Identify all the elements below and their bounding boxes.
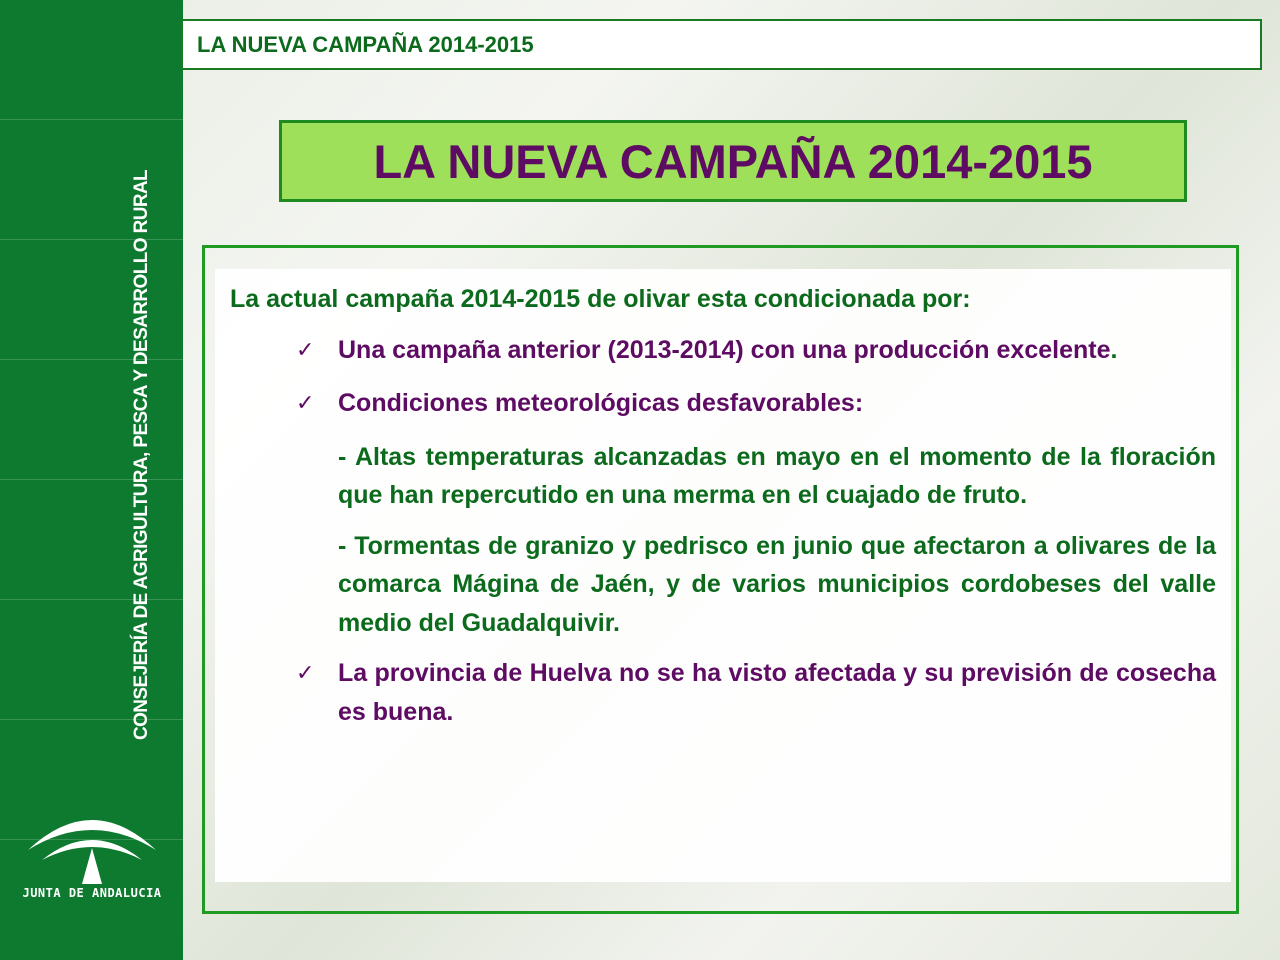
bullet-text: Condiciones meteorológicas desfavorables: [338,389,864,417]
bullet-text: La provincia de Huelva no se ha visto afectada y su previsión de cosecha es buena. [338,659,1216,726]
check-icon: ✓ [296,390,315,415]
logo-arcs-icon [22,810,162,886]
divider [0,119,183,120]
department-name: CONSEJERÍA DE AGRIGULTURA, PESCA Y DESARROLLO RURAL [131,169,152,740]
bullet-item [230,654,1216,731]
content-text [230,280,1216,746]
header-title: LA NUEVA CAMPAÑA 2014-2015 [181,19,1262,70]
slide-title: LA NUEVA CAMPAÑA 2014-2015 [279,120,1187,202]
logo-text: JUNTA DE ANDALUCIA [22,886,162,900]
divider [0,359,183,360]
sidebar [0,0,183,960]
divider [0,719,183,720]
sub-item: - Tormentas de granizo y pedrisco en junio que afectaron a olivares de la comarca Mágina de Jaén, y de varios municipios cordobeses del valle medio del Guadalquivir. [338,531,1216,637]
intro-paragraph: La actual campaña 2014-2015 de olivar esta condicionada por: [230,285,971,313]
divider [0,239,183,240]
check-icon: ✓ [296,336,315,362]
sub-item: - Altas temperaturas alcanzadas en mayo en el momento de la floración que han repercutido en una merma en el cuajado de fruto. [338,442,1216,509]
divider [0,599,183,600]
bullet-suffix: . [1110,335,1118,364]
junta-andalucia-logo [22,810,162,910]
bullet-item [230,331,1216,370]
divider [0,479,183,480]
bullet-item [230,384,1216,423]
check-icon: ✓ [296,660,315,685]
bullet-text: Una campaña anterior (2013-2014) con una producción excelente [338,335,1111,364]
